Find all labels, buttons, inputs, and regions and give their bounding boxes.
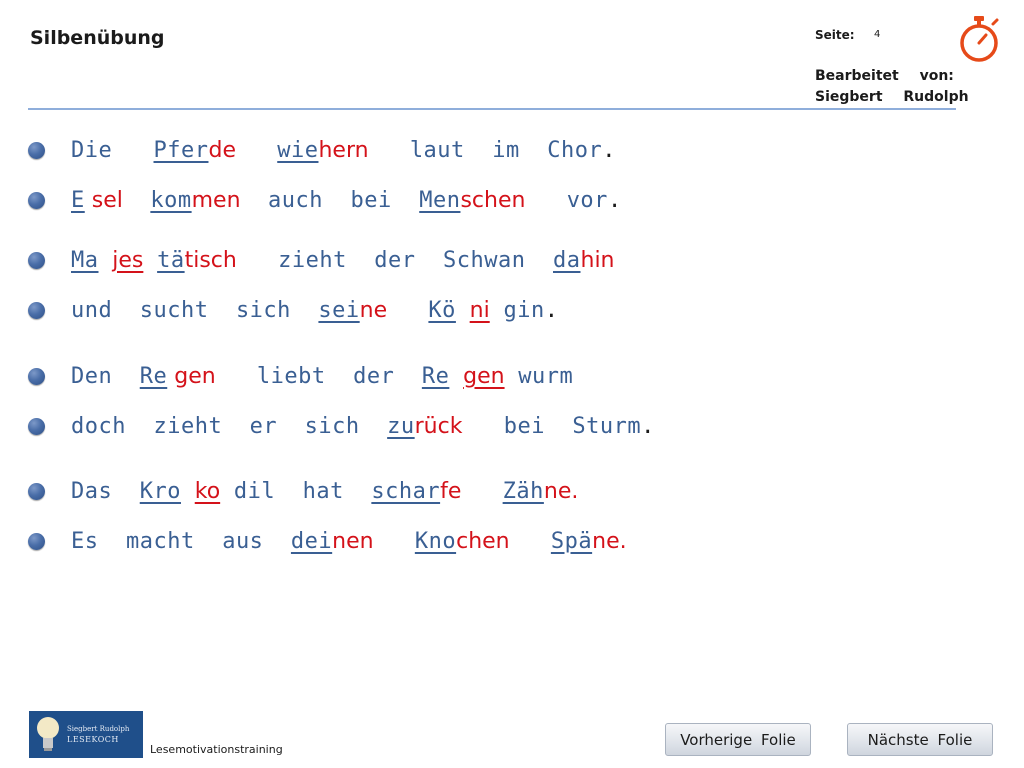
underlined-syllable: jes bbox=[112, 247, 144, 273]
red-syllable: ne bbox=[359, 297, 388, 323]
lightbulb-icon bbox=[33, 714, 63, 754]
red-syllable: de bbox=[208, 137, 236, 163]
text-segment bbox=[143, 248, 157, 273]
page-number: 4 bbox=[874, 29, 881, 40]
underlined-syllable: Pfer bbox=[153, 137, 209, 163]
text-segment bbox=[456, 298, 470, 323]
syllable-line bbox=[71, 364, 573, 389]
underlined-syllable: gen bbox=[463, 363, 505, 389]
text-segment: auch bei bbox=[240, 187, 420, 213]
bullet-8[interactable] bbox=[28, 533, 45, 550]
bullet-7[interactable] bbox=[28, 483, 45, 500]
page-title: Silbenübung bbox=[30, 27, 165, 49]
text-segment: Es macht aus bbox=[71, 528, 291, 554]
underlined-syllable: Re bbox=[421, 363, 450, 389]
underlined-syllable: Re bbox=[139, 363, 168, 389]
bullet-5[interactable] bbox=[28, 368, 45, 385]
syllable-line bbox=[71, 138, 616, 163]
text-segment: laut im Chor bbox=[368, 137, 603, 163]
underlined-syllable: da bbox=[553, 247, 581, 273]
text-segment: zieht der Schwan bbox=[236, 247, 553, 273]
next-slide-button[interactable]: Nächste Folie bbox=[847, 723, 993, 756]
red-syllable: men bbox=[191, 187, 241, 213]
red-syllable: tisch bbox=[184, 247, 237, 273]
syllable-line bbox=[71, 529, 627, 554]
underlined-syllable: Kro bbox=[139, 478, 181, 504]
underlined-syllable: ko bbox=[194, 478, 221, 504]
text-segment: dil hat bbox=[220, 478, 372, 504]
text-segment bbox=[387, 298, 428, 323]
bullet-2[interactable] bbox=[28, 192, 45, 209]
syllable-line bbox=[71, 188, 622, 213]
red-syllable: schen bbox=[460, 187, 526, 213]
underlined-syllable: ni bbox=[469, 297, 490, 323]
red-syllable: nen bbox=[332, 528, 374, 554]
text-segment: . bbox=[607, 187, 622, 213]
underlined-syllable: zu bbox=[387, 413, 415, 439]
syllable-line bbox=[71, 414, 655, 439]
text-segment bbox=[99, 248, 113, 273]
text-segment: doch zieht er sich bbox=[71, 413, 388, 439]
text-segment: Das bbox=[71, 478, 140, 504]
red-syllable: gen bbox=[167, 363, 216, 389]
previous-slide-button[interactable]: Vorherige Folie bbox=[665, 723, 811, 756]
underlined-syllable: E bbox=[71, 187, 85, 213]
text-segment: . bbox=[544, 297, 559, 323]
underlined-syllable: Ma bbox=[71, 247, 99, 273]
syllable-line bbox=[71, 298, 558, 323]
underlined-syllable: Zäh bbox=[502, 478, 544, 504]
red-syllable: chen bbox=[456, 528, 510, 554]
underlined-syllable: Kö bbox=[428, 297, 456, 323]
text-segment: . bbox=[602, 137, 616, 163]
text-segment bbox=[236, 138, 277, 163]
red-syllable: ne. bbox=[543, 478, 579, 504]
text-segment bbox=[461, 479, 502, 504]
underlined-syllable: schar bbox=[371, 478, 441, 504]
text-segment: wurm bbox=[504, 363, 574, 389]
underlined-syllable: sei bbox=[318, 297, 360, 323]
exercise-line-6 bbox=[28, 412, 655, 440]
page-label: Seite: bbox=[815, 28, 855, 42]
underlined-syllable: kom bbox=[150, 187, 192, 213]
syllable-line bbox=[71, 248, 615, 273]
bullet-4[interactable] bbox=[28, 302, 45, 319]
exercise-line-3 bbox=[28, 246, 615, 274]
text-segment: und sucht sich bbox=[71, 297, 319, 323]
underlined-syllable: tä bbox=[157, 247, 185, 273]
text-segment: bei Sturm bbox=[462, 413, 642, 439]
bullet-3[interactable] bbox=[28, 252, 45, 269]
red-syllable: ne. bbox=[592, 528, 627, 554]
underlined-syllable: Spä bbox=[550, 528, 593, 554]
red-syllable: hin bbox=[580, 247, 615, 273]
underlined-syllable: dei bbox=[290, 528, 333, 554]
footer-label: Lesemotivationstraining bbox=[150, 743, 283, 756]
red-syllable: sel bbox=[84, 187, 123, 213]
text-segment: liebt der bbox=[215, 363, 422, 389]
exercise-line-7 bbox=[28, 477, 578, 505]
edited-by-label: Bearbeitet von: bbox=[815, 68, 954, 84]
text-segment: Die bbox=[71, 137, 113, 163]
text-segment bbox=[374, 529, 415, 554]
underlined-syllable: Kno bbox=[414, 528, 457, 554]
red-syllable: hern bbox=[318, 137, 369, 163]
editor-info bbox=[815, 66, 969, 108]
author-name: Siegbert Rudolph bbox=[815, 89, 969, 105]
text-segment: Den bbox=[71, 363, 140, 389]
syllable-line bbox=[71, 479, 578, 504]
stopwatch-icon[interactable] bbox=[955, 14, 1003, 64]
exercise-line-5 bbox=[28, 362, 573, 390]
exercise-line-8 bbox=[28, 527, 627, 555]
text-segment bbox=[123, 188, 151, 213]
header-divider bbox=[28, 108, 956, 110]
text-segment bbox=[181, 479, 195, 504]
underlined-syllable: Men bbox=[419, 187, 461, 213]
lesekoch-logo bbox=[29, 711, 143, 758]
text-segment bbox=[112, 138, 153, 163]
red-syllable: fe bbox=[440, 478, 462, 504]
logo-author: Siegbert Rudolph bbox=[67, 725, 130, 733]
text-segment: . bbox=[641, 413, 655, 439]
text-segment: vor bbox=[525, 187, 608, 213]
logo-brand: LESEKOCH bbox=[67, 735, 119, 744]
bullet-1[interactable] bbox=[28, 142, 45, 159]
underlined-syllable: wie bbox=[277, 137, 319, 163]
exercise-line-2 bbox=[28, 186, 622, 214]
text-segment bbox=[449, 364, 463, 389]
bullet-6[interactable] bbox=[28, 418, 45, 435]
text-segment: gin bbox=[489, 297, 545, 323]
exercise-line-4 bbox=[28, 296, 558, 324]
red-syllable: rück bbox=[414, 413, 463, 439]
exercise-line-1 bbox=[28, 136, 616, 164]
text-segment bbox=[510, 529, 551, 554]
